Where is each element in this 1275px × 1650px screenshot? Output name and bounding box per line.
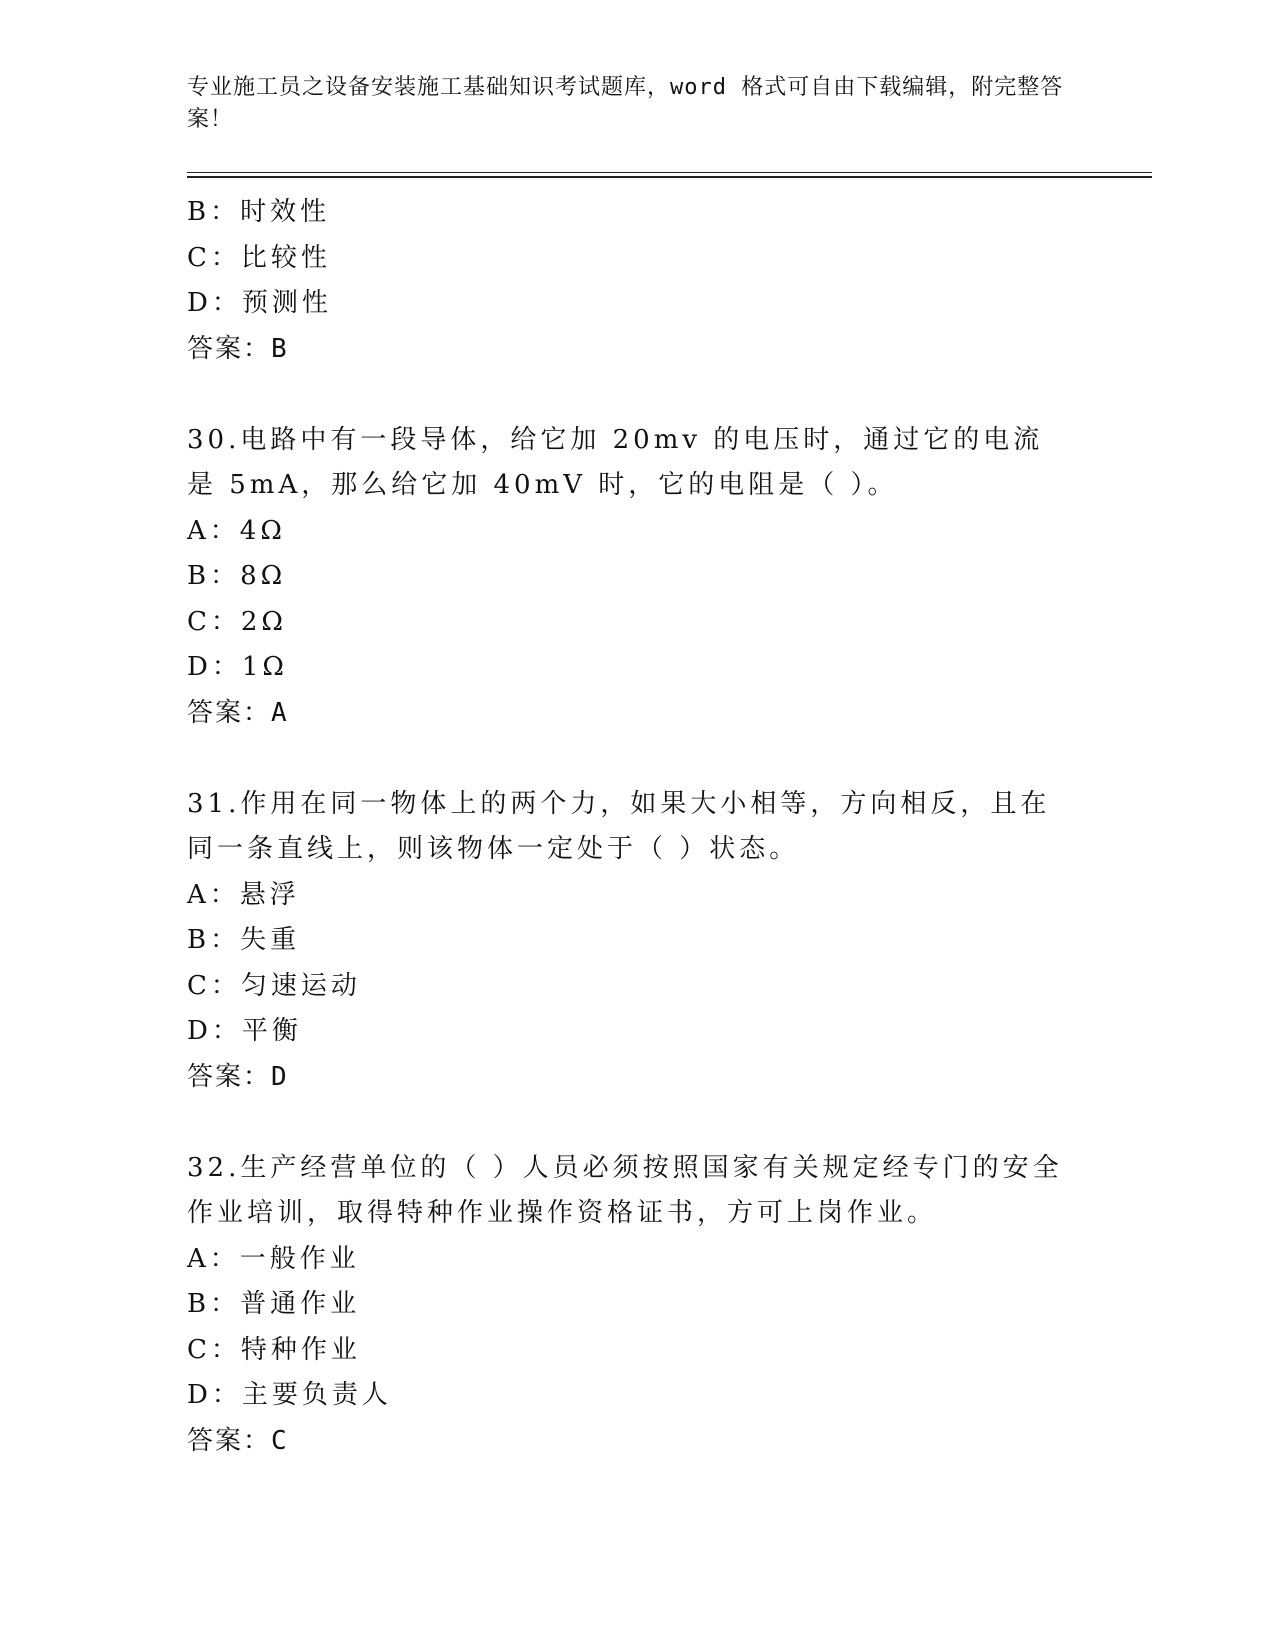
spacer — [187, 1100, 1087, 1146]
question-block — [187, 782, 1087, 1101]
answer-line: 答案：A — [187, 697, 289, 728]
option-d: D：平衡 — [187, 1016, 302, 1046]
option-c: C：特种作业 — [187, 1334, 361, 1365]
header-divider-thick — [187, 176, 1152, 178]
prev-question-tail — [187, 190, 1087, 372]
header-divider-thin — [187, 172, 1152, 173]
document-header — [187, 72, 1067, 136]
option-a: A：一般作业 — [187, 1243, 360, 1274]
spacer — [187, 736, 1087, 782]
option-a: A：悬浮 — [187, 879, 300, 910]
question-block — [187, 1146, 1087, 1465]
option-b: B：失重 — [187, 925, 301, 955]
option-d: D：主要负责人 — [187, 1380, 392, 1410]
option-c: C：2Ω — [187, 606, 287, 637]
option-b: B：时效性 — [187, 197, 331, 227]
option-b: B：8Ω — [187, 561, 287, 591]
option-b: B：普通作业 — [187, 1289, 361, 1319]
question-content — [187, 190, 1087, 1464]
option-d: D：预测性 — [187, 288, 332, 318]
question-text: 31.作用在同一物体上的两个力，如果大小相等，方向相反，且在同一条直线上，则该物体一定处于（ ）状态。 — [187, 788, 1051, 864]
answer-line: 答案：B — [187, 333, 289, 364]
question-text: 32.生产经营单位的（ ）人员必须按照国家有关规定经专门的安全作业培训，取得特种作业操作资格证书，方可上岗作业。 — [187, 1152, 1063, 1228]
option-c: C：匀速运动 — [187, 970, 361, 1001]
question-block — [187, 418, 1087, 737]
spacer — [187, 372, 1087, 418]
header-text: 专业施工员之设备安装施工基础知识考试题库，word 格式可自由下载编辑，附完整答案！ — [187, 75, 1064, 132]
option-d: D：1Ω — [187, 652, 288, 682]
option-a: A：4Ω — [187, 515, 286, 546]
question-text: 30.电路中有一段导体，给它加 20mv 的电压时，通过它的电流是 5mA，那么给它加 40mV 时，它的电阻是（ ）。 — [187, 424, 1044, 500]
answer-line: 答案：D — [187, 1061, 289, 1092]
option-c: C：比较性 — [187, 242, 331, 273]
answer-line: 答案：C — [187, 1425, 289, 1456]
